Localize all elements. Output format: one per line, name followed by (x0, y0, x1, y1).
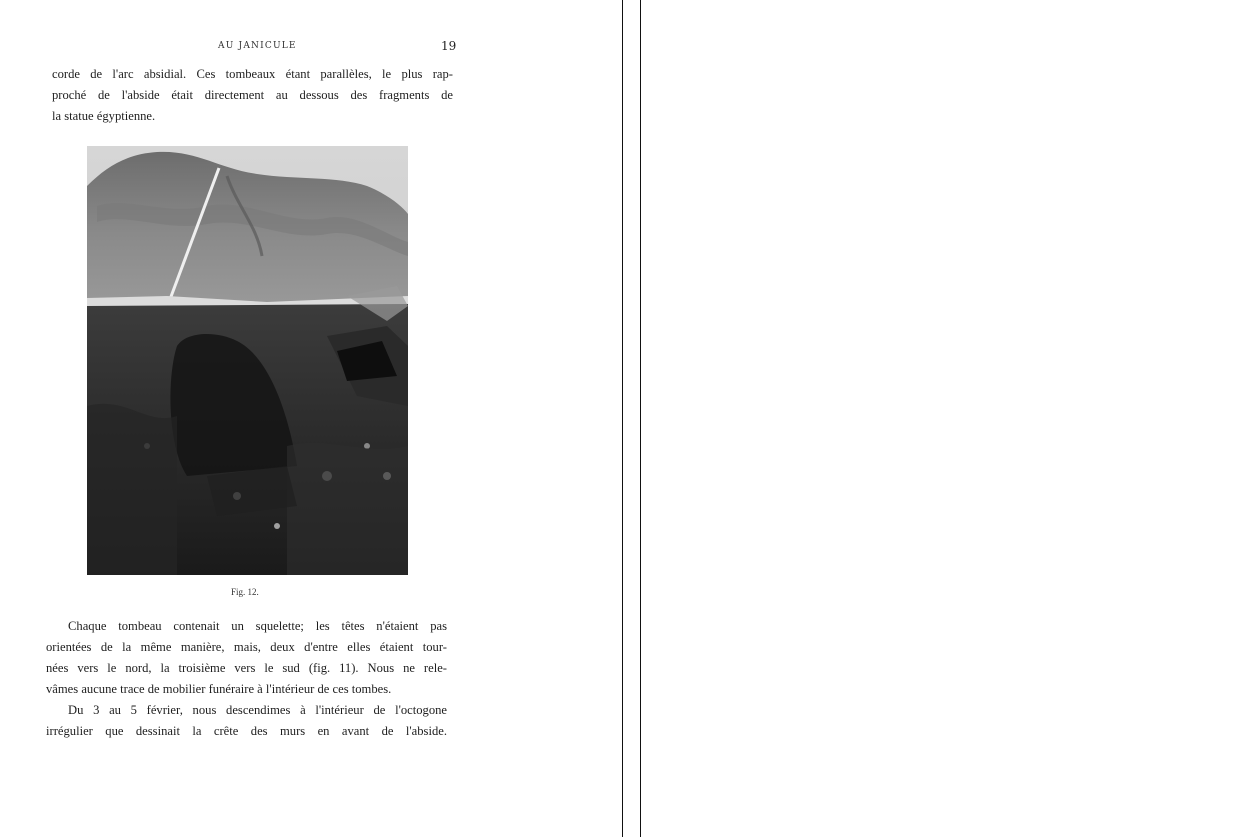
text-line: Chaque tombeau contenait un squelette; les têtes n'étaient pas (68, 619, 447, 633)
text-line: irrégulier que dessinait la crête des murs en avant de l'abside. (46, 724, 447, 738)
text-line: corde de l'arc absidial. Ces tombeaux étant parallèles, le plus rap- (52, 67, 453, 81)
figure-caption: Fig. 12. (231, 587, 259, 597)
excavation-photo-icon (87, 146, 408, 575)
text-line: orientées de la même manière, mais, deux d'entre elles étaient tour- (46, 640, 447, 654)
text-line: vâmes aucune trace de mobilier funéraire à l'intérieur de ces tombes. (46, 682, 392, 696)
bottom-paragraphs (46, 616, 447, 742)
text-line: nées vers le nord, la troisième vers le sud (fig. 11). Nous ne rele- (46, 661, 447, 675)
left-page (0, 0, 622, 837)
page-number: 19 (441, 39, 457, 53)
right-page-blank (642, 0, 1258, 837)
text-line: proché de l'abside était directement au dessous des fragments de (52, 88, 453, 102)
top-paragraph (52, 64, 453, 127)
page-divider (640, 0, 641, 837)
figure-photograph (87, 146, 408, 575)
text-line: Du 3 au 5 février, nous descendimes à l'intérieur de l'octogone (68, 703, 447, 717)
text-line: la statue égyptienne. (52, 109, 156, 123)
running-head: AU JANICULE (218, 41, 297, 51)
page-divider (622, 0, 623, 837)
